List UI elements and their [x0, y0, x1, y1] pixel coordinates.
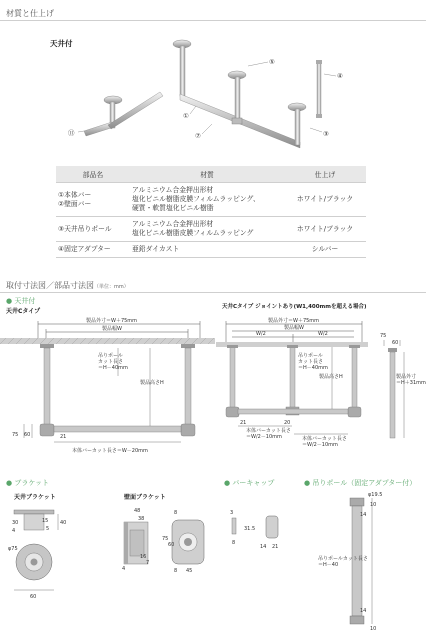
section-title-text: 取付寸法図／部品寸法図 — [6, 281, 94, 290]
dim-half-2: W/2 — [318, 331, 328, 337]
header-finish: 仕上げ — [284, 166, 366, 183]
dim-bar2-1: 本体バーカット長さ — [302, 436, 347, 442]
dim-pole-1: 吊りポール — [298, 353, 323, 359]
dim-dia: φ75 — [8, 546, 18, 552]
label-pole: ● 吊りポール（固定アダプター付） — [304, 479, 417, 487]
header-material: 材質 — [130, 166, 284, 183]
drawing-pole — [300, 490, 426, 640]
dim-cut-1: 吊りポールカット長さ — [318, 556, 368, 562]
title-c-type: 天井Cタイプ — [6, 308, 41, 315]
section-title-dimensions — [6, 280, 129, 291]
subtitle-ceiling: 天井付 — [50, 39, 73, 48]
part-name: ④固定アダプター — [56, 242, 130, 258]
dim-bar1-2: ＝W/2－10mm — [246, 434, 282, 440]
dim-14b: 14 — [360, 608, 367, 614]
dim-4: 4 — [12, 528, 16, 534]
dim-pole-2: カット長さ — [298, 359, 323, 365]
dim-outer: 製品外寸＝W＋75mm — [86, 318, 138, 324]
dim-height: 製品高さH — [319, 374, 343, 380]
callout-1: ① — [183, 112, 189, 120]
label-bracket: ● ブラケット — [6, 479, 49, 487]
dim-21: 21 — [272, 544, 279, 550]
material: 亜鉛ダイカスト — [130, 242, 284, 258]
dim-60: 60 — [392, 340, 399, 346]
callout-3: ③ — [323, 130, 329, 138]
dim-31: 31.5 — [244, 526, 256, 532]
divider — [0, 292, 426, 293]
header-part: 部品名 — [56, 166, 130, 183]
dim-pole-1: 吊りポール — [98, 353, 123, 359]
label-barcap: ● バーキャップ — [224, 479, 275, 487]
drawing-wall-bracket — [110, 500, 220, 640]
dim-4: 4 — [122, 566, 126, 572]
dim-3: 3 — [230, 510, 234, 516]
dim-60: 60 — [24, 432, 31, 438]
dim-21: 21 — [60, 434, 67, 440]
dim-75: 75 — [12, 432, 19, 438]
dim-bar2-2: ＝W/2－10mm — [302, 442, 338, 448]
dim-21: 21 — [240, 420, 247, 426]
unit-label: （単位：mm） — [94, 284, 129, 290]
dim-48: 48 — [134, 508, 141, 514]
callout-4: ④ — [337, 72, 343, 80]
dim-7: 7 — [146, 560, 150, 566]
part-name: ③天井吊りポール — [56, 217, 130, 242]
material: アルミニウム合金押出形材 — [132, 220, 214, 228]
dim-pole-out-2: ＝H＋31mm — [396, 380, 426, 386]
dim-20: 20 — [284, 420, 291, 426]
dim-45: 45 — [186, 568, 193, 574]
dim-cut-2: ＝H－40 — [318, 562, 339, 568]
dim-60: 60 — [30, 594, 37, 600]
dim-width: 製品幅W — [102, 326, 122, 332]
dim-bar: 本体バーカット長さ＝W－20mm — [72, 448, 148, 454]
dim-10a: 10 — [370, 502, 377, 508]
dim-outer: 製品外寸＝W＋75mm — [268, 318, 320, 324]
label-ceiling: ● 天井付 — [6, 297, 36, 305]
title-c-joint: 天井Cタイプ ジョイントあり(W1,400mmを超える場合) — [222, 304, 367, 310]
dim-height: 製品高さH — [140, 380, 164, 386]
callout-7: ⑦ — [195, 132, 201, 140]
drawing-ceiling-bracket — [0, 500, 110, 640]
part-name: ①本体バー — [58, 190, 92, 199]
dim-bar1-1: 本体バーカット長さ — [246, 428, 291, 434]
dim-8: 8 — [232, 540, 236, 546]
dim-15: 15 — [42, 518, 49, 524]
drawing-barcap — [220, 500, 300, 560]
dim-dia: φ19.5 — [368, 492, 383, 498]
dim-30: 30 — [12, 520, 19, 526]
material: 塩化ビニル樹脂皮膜フィルムラッピング — [132, 229, 254, 237]
finish: ホワイト/ブラック — [284, 217, 366, 242]
table-row — [56, 183, 366, 217]
dim-pole-out-1: 製品外寸 — [396, 374, 417, 380]
dim-60: 60 — [168, 542, 175, 548]
dim-75: 75 — [380, 333, 387, 339]
material: 塩化ビニル樹脂皮膜フィルムラッピング、 — [132, 195, 260, 203]
product-illustration — [0, 30, 426, 160]
dim-width: 製品幅W — [284, 325, 304, 331]
drawing-c-joint — [216, 312, 426, 470]
title-ceiling-bracket: 天井ブラケット — [14, 494, 56, 501]
drawing-c-type — [0, 312, 215, 470]
title-wall-bracket: 壁面ブラケット — [124, 494, 166, 501]
material: 硬質・軟質塩化ビニル樹脂 — [132, 204, 214, 212]
table-row — [56, 242, 366, 258]
divider — [0, 20, 426, 21]
finish: シルバー — [284, 242, 366, 258]
dim-pole-3: ＝H－40mm — [98, 365, 128, 371]
dim-14a: 14 — [360, 512, 367, 518]
dim-10b: 10 — [370, 626, 377, 632]
spec-table — [56, 166, 366, 258]
dim-8a: 8 — [174, 510, 178, 516]
dim-half-1: W/2 — [256, 331, 266, 337]
part-name: ②壁面バー — [58, 199, 92, 208]
dim-38: 38 — [138, 516, 145, 522]
dim-75: 75 — [162, 536, 169, 542]
dim-pole-3: ＝H－40mm — [298, 365, 328, 371]
dim-16: 16 — [140, 554, 147, 560]
dim-40: 40 — [60, 520, 67, 526]
material: アルミニウム合金押出形材 — [132, 186, 214, 194]
dim-5: 5 — [46, 526, 50, 532]
finish: ホワイト/ブラック — [284, 183, 366, 217]
section-title-materials: 材質と仕上げ — [6, 9, 54, 18]
dim-8b: 8 — [174, 568, 178, 574]
callout-5: ⑤ — [269, 58, 275, 66]
callout-11: ⑪ — [68, 129, 75, 137]
table-row — [56, 217, 366, 242]
dim-14: 14 — [260, 544, 267, 550]
dim-pole-2: カット長さ — [98, 359, 123, 365]
